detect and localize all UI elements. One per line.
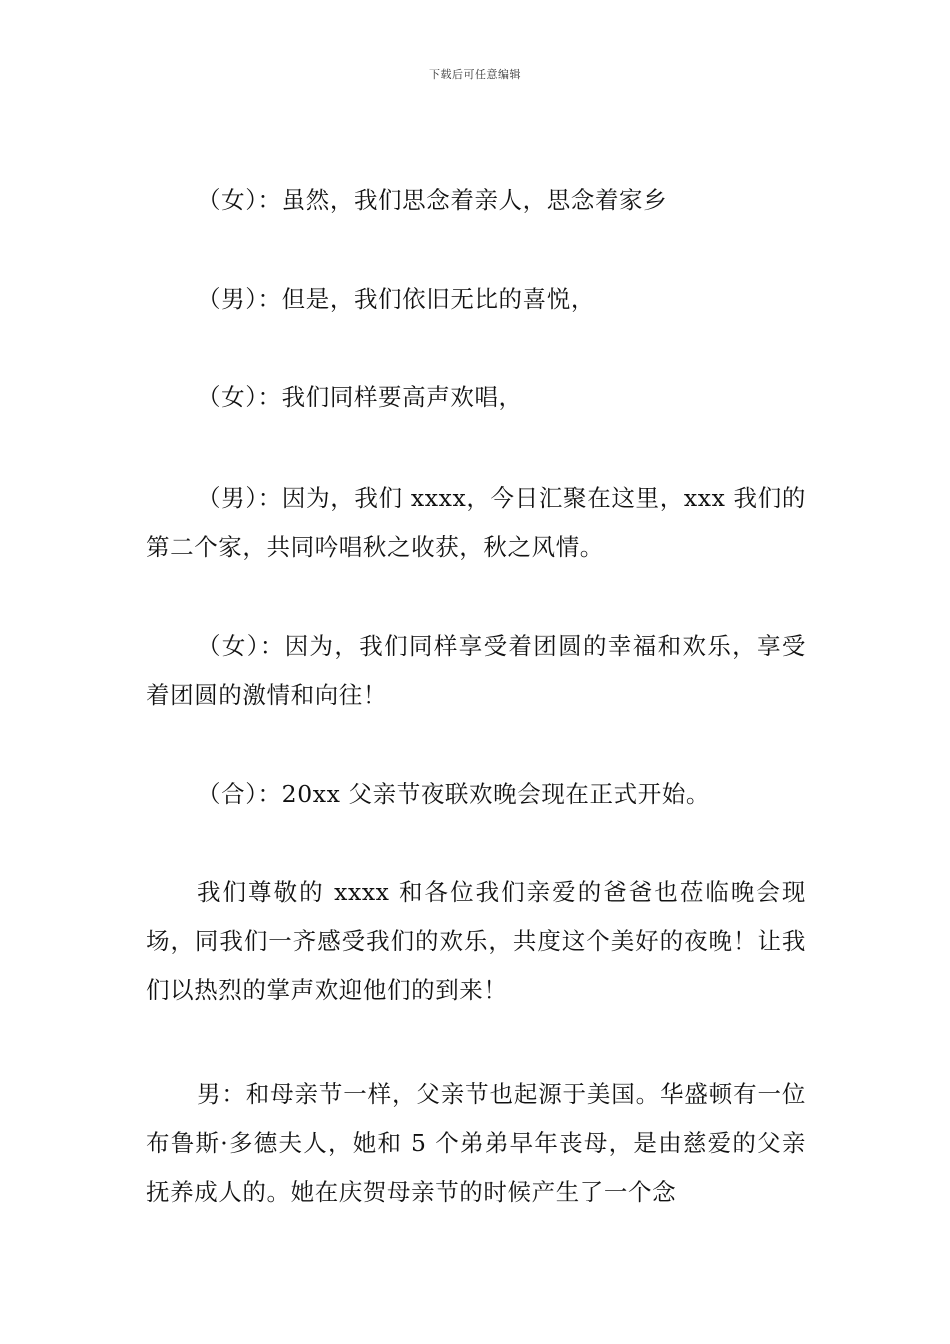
paragraph-together: （合）：20xx 父亲节夜联欢晚会现在正式开始。: [197, 780, 711, 808]
paragraph-welcome: 我们尊敬的 xxxx 和各位我们亲爱的爸爸也莅临晚会现场，同我们一齐感受我们的欢乐，共度这个美好的夜晚！让我们以热烈的掌声欢迎他们的到来！: [146, 878, 806, 1004]
paragraph-female-1: （女）：虽然，我们思念着亲人，思念着家乡: [197, 186, 668, 214]
paragraph-fathers-day-origin: 男：和母亲节一样，父亲节也起源于美国。华盛顿有一位布鲁斯·多德夫人，她和 5 个弟弟早年丧母，是由慈爱的父亲抚养成人的。她在庆贺母亲节的时候产生了一个念: [146, 1080, 806, 1206]
paragraph-male-1: （男）：但是，我们依旧无比的喜悦，: [197, 285, 595, 313]
page-header: 下载后可任意编辑: [429, 68, 521, 81]
paragraph-female-3: （女）：因为，我们同样享受着团圆的幸福和欢乐，享受着团圆的激情和向往！: [146, 632, 806, 709]
paragraph-female-2: （女）：我们同样要高声欢唱，: [197, 383, 523, 411]
paragraph-male-2: （男）：因为，我们 xxxx，今日汇聚在这里，xxx 我们的第二个家，共同吟唱秋之收获，秋之风情。: [146, 484, 806, 561]
